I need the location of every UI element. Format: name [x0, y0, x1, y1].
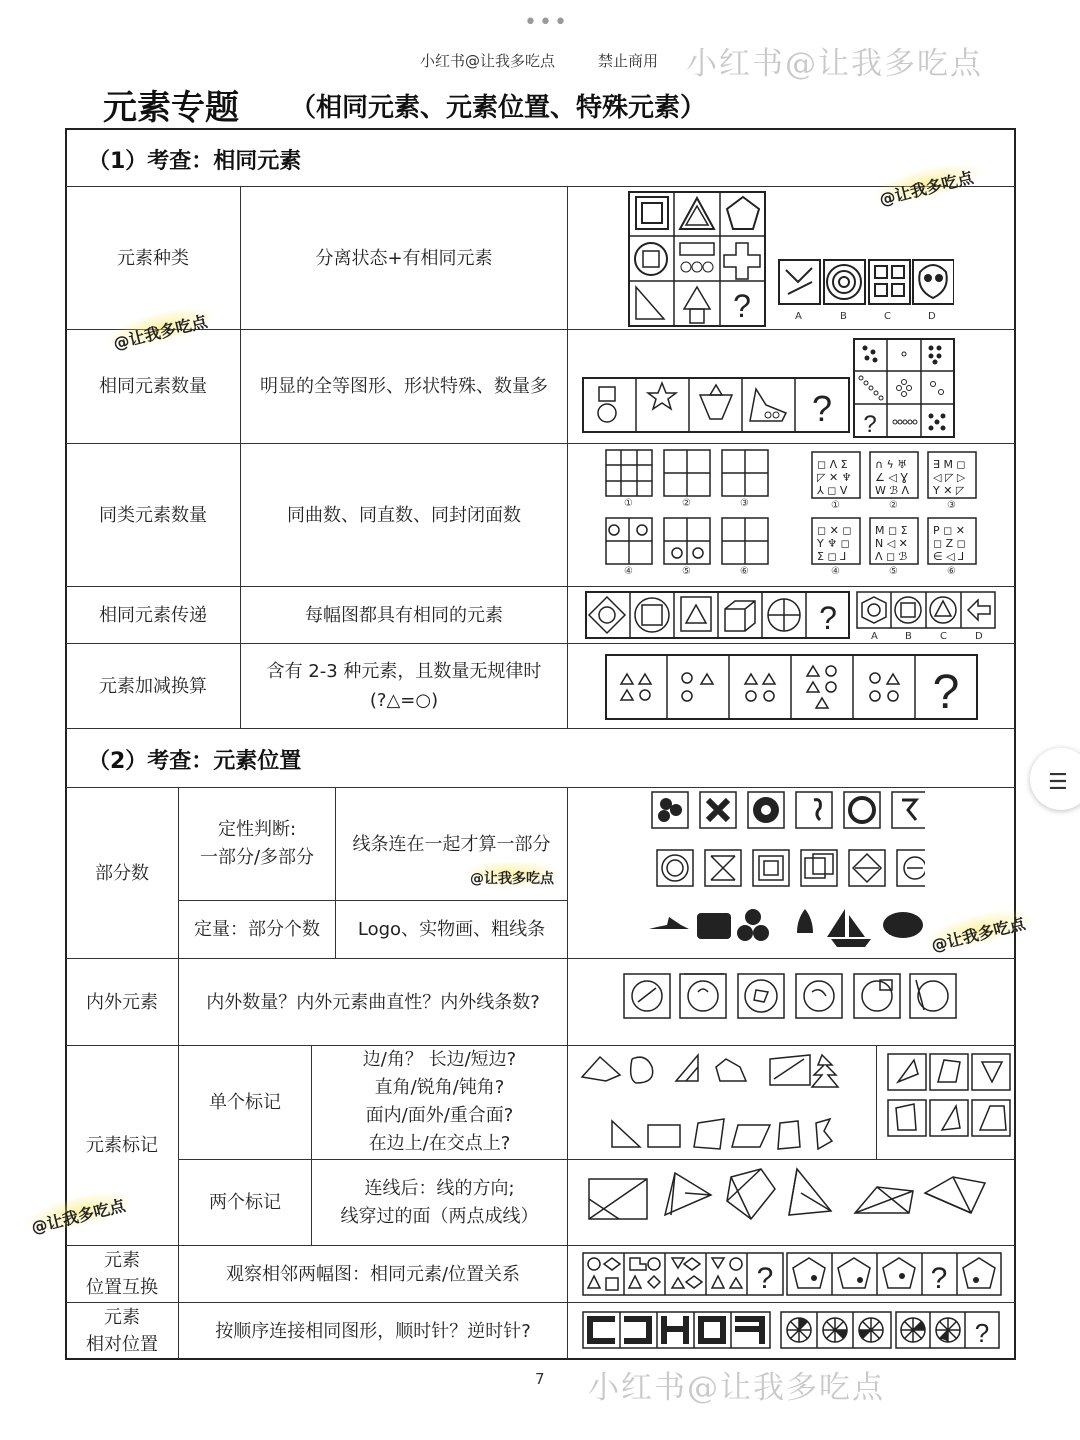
fig-num-4b: ④	[831, 566, 840, 577]
row-label-element-type: 元素种类	[117, 247, 189, 269]
sub-single-mark: 单个标记	[209, 1092, 281, 1113]
opt-c-transfer: C	[940, 631, 947, 642]
row-desc-swap: 观察相邻两幅图：相同元素/位置关系	[225, 1263, 521, 1285]
section1-heading: （1）考查：相同元素	[88, 149, 302, 174]
logo-row-2	[655, 848, 925, 888]
page-number: 7	[535, 1370, 545, 1388]
svg-text:◻ Ʌ Σ: ◻ Ʌ Σ	[817, 458, 848, 471]
row-label-relative: 元素	[104, 1306, 140, 1328]
row-desc-same-count: 明显的全等图形、形状特殊、数量多	[260, 376, 548, 397]
svg-text:Σ ◻ ⅃: Σ ◻ ⅃	[817, 550, 847, 563]
svg-text:∃ M ◻: ∃ M ◻	[933, 458, 966, 471]
svg-text:∠ ◁ Ɣ: ∠ ◁ Ɣ	[875, 471, 908, 484]
single-mark-line-3: 面内/面外/重合面?	[365, 1104, 514, 1126]
opt-b-transfer: B	[905, 631, 912, 642]
svg-text:?: ?	[756, 1262, 774, 1295]
svg-text:◻ ✕ ◻: ◻ ✕ ◻	[817, 524, 852, 537]
fig-num-3: ③	[740, 498, 749, 509]
svg-text:?: ?	[811, 388, 833, 429]
relative-blocks	[582, 1310, 772, 1350]
svg-text:?: ?	[863, 411, 877, 438]
row-label-swap: 元素	[104, 1249, 140, 1271]
fig-num-6: ⑥	[740, 566, 749, 577]
svg-text:◻ Z ◻: ◻ Z ◻	[933, 537, 966, 550]
row-label-inner-outer: 内外元素	[86, 991, 158, 1013]
row-label-add-sub: 元素加减换算	[99, 675, 207, 697]
row-label-transfer: 相同元素传递	[99, 604, 207, 626]
fig-num-5b: ⑤	[889, 566, 898, 577]
svg-text:◸ ✕ ♆: ◸ ✕ ♆	[817, 471, 852, 484]
stamp-watermark: @让我多吃点	[877, 165, 976, 211]
option-d-label: D	[928, 311, 936, 322]
row-desc-element-type: 分离状态+有相同元素	[315, 247, 493, 269]
desc-qualitative: 线条连在一起才算一部分	[352, 833, 551, 855]
svg-text:?: ?	[974, 1318, 990, 1348]
footer-watermark: 小红书@让我多吃点	[588, 1370, 885, 1406]
svg-text:Λ ◻ ℬ: Λ ◻ ℬ	[875, 550, 908, 563]
svg-text:Y ✕ ◸: Y ✕ ◸	[933, 484, 965, 497]
desc-quantitative: Logo、实物画、粗线条	[357, 919, 546, 940]
logo-row-1	[650, 790, 925, 830]
sequence-figure	[582, 377, 850, 433]
stamp-watermark: @让我多吃点	[929, 911, 1028, 957]
svg-text:P ◻ ✕: P ◻ ✕	[933, 524, 965, 537]
row-desc-inner-outer: 内外数量？内外元素曲直性？内外线条数?	[206, 991, 540, 1013]
grid-group-left	[602, 446, 772, 581]
svg-text:?: ?	[930, 1262, 948, 1295]
more-dots-icon[interactable]: •••	[524, 10, 569, 35]
row-label-marks: 元素标记	[86, 1134, 158, 1156]
row-label-same-count: 相同元素数量	[99, 376, 207, 397]
stamp-watermark: @让我多吃点	[111, 309, 210, 355]
transfer-options	[856, 591, 996, 629]
opt-d-transfer: D	[975, 631, 983, 642]
page-subtitle: （相同元素、元素位置、特殊元素）	[290, 93, 707, 123]
row-desc-relative: 按顺序连接相同图形，顺时针？逆时针?	[215, 1320, 531, 1342]
svg-text:M ◻ Ʃ: M ◻ Ʃ	[875, 524, 908, 537]
single-mark-line-1: 边/角？ 长边/短边?	[362, 1048, 517, 1070]
transfer-sequence	[585, 591, 850, 639]
single-mark-line-4: 在边上/在交点上?	[368, 1132, 511, 1154]
relative-circles	[780, 1310, 1000, 1350]
add-sub-sequence	[605, 654, 978, 720]
two-mark-figures	[585, 1165, 995, 1227]
svg-text:Y ♆ ◻: Y ♆ ◻	[817, 537, 850, 550]
row-desc-transfer: 每幅图都具有相同的元素	[305, 604, 503, 626]
fig-num-2: ②	[682, 498, 691, 509]
svg-text:W ℬ Λ: W ℬ Λ	[875, 484, 910, 497]
answer-options-figure	[778, 258, 954, 308]
fig-num-2b: ②	[889, 500, 898, 511]
svg-text:∈ ◁ ⅃: ∈ ◁ ⅃	[933, 550, 965, 563]
header-notice: 禁止商用	[598, 52, 659, 70]
svg-text:?: ?	[819, 600, 837, 636]
object-icons-row	[645, 905, 925, 949]
fig-num-6b: ⑥	[947, 566, 956, 577]
single-mark-line-2: 直角/锐角/钝角?	[374, 1076, 505, 1098]
header-handle: 小红书@让我多吃点	[420, 52, 556, 70]
opt-a-transfer: A	[871, 631, 878, 642]
two-marks-line-2: 线穿过的面（两点成线）	[340, 1205, 539, 1227]
row-desc-add-sub-formula: (?△=○)	[369, 689, 439, 711]
sub-two-marks: 两个标记	[209, 1192, 281, 1213]
svg-text:∩ ϟ ♅: ∩ ϟ ♅	[875, 458, 908, 471]
sub-quantitative: 定量：部分个数	[194, 919, 320, 940]
swap-figures	[582, 1250, 1002, 1298]
svg-text:?: ?	[733, 288, 751, 324]
option-c-label: C	[884, 311, 891, 322]
svg-text:⅄ ◻ V: ⅄ ◻ V	[817, 484, 848, 497]
menu-button[interactable]	[1030, 748, 1080, 810]
svg-text:?: ?	[932, 666, 960, 719]
fig-num-1: ①	[624, 498, 633, 509]
stamp-watermark: @让我多吃点	[470, 868, 554, 888]
row-label-kind-count: 同类元素数量	[99, 504, 207, 526]
sub-qualitative-detail: 一部分/多部分	[199, 846, 315, 868]
option-b-label: B	[840, 311, 847, 322]
fig-num-3b: ③	[947, 500, 956, 511]
row-label-relative-2: 相对位置	[86, 1333, 158, 1355]
single-mark-options	[886, 1052, 1012, 1138]
row-label-swap-2: 位置互换	[86, 1276, 158, 1298]
row-desc-kind-count: 同曲数、同直数、同封闭面数	[287, 504, 521, 526]
dots-grid-figure	[853, 338, 955, 438]
option-a-label: A	[795, 311, 802, 322]
row-desc-add-sub: 含有 2-3 种元素，且数量无规律时	[266, 660, 542, 682]
menu-icon: ☰	[1048, 770, 1068, 795]
fig-num-5: ⑤	[682, 566, 691, 577]
page-title: 元素专题	[103, 88, 239, 128]
inner-outer-figures	[622, 970, 957, 1022]
svg-text:◁ ◸ ▷: ◁ ◸ ▷	[933, 471, 966, 484]
sub-qualitative: 定性判断:	[217, 818, 297, 840]
row-label-part-count: 部分数	[95, 862, 149, 884]
fig-num-1b: ①	[831, 500, 840, 511]
stamp-watermark: @让我多吃点	[29, 1193, 128, 1239]
svg-text:N ◁ ✕: N ◁ ✕	[875, 537, 908, 550]
header-watermark: 小红书@让我多吃点	[686, 46, 983, 82]
two-marks-line-1: 连线后：线的方向;	[364, 1177, 515, 1199]
single-mark-figures	[578, 1049, 868, 1159]
question-grid-figure	[628, 191, 766, 327]
section2-heading: （2）考查：元素位置	[88, 749, 302, 774]
fig-num-4: ④	[624, 566, 633, 577]
